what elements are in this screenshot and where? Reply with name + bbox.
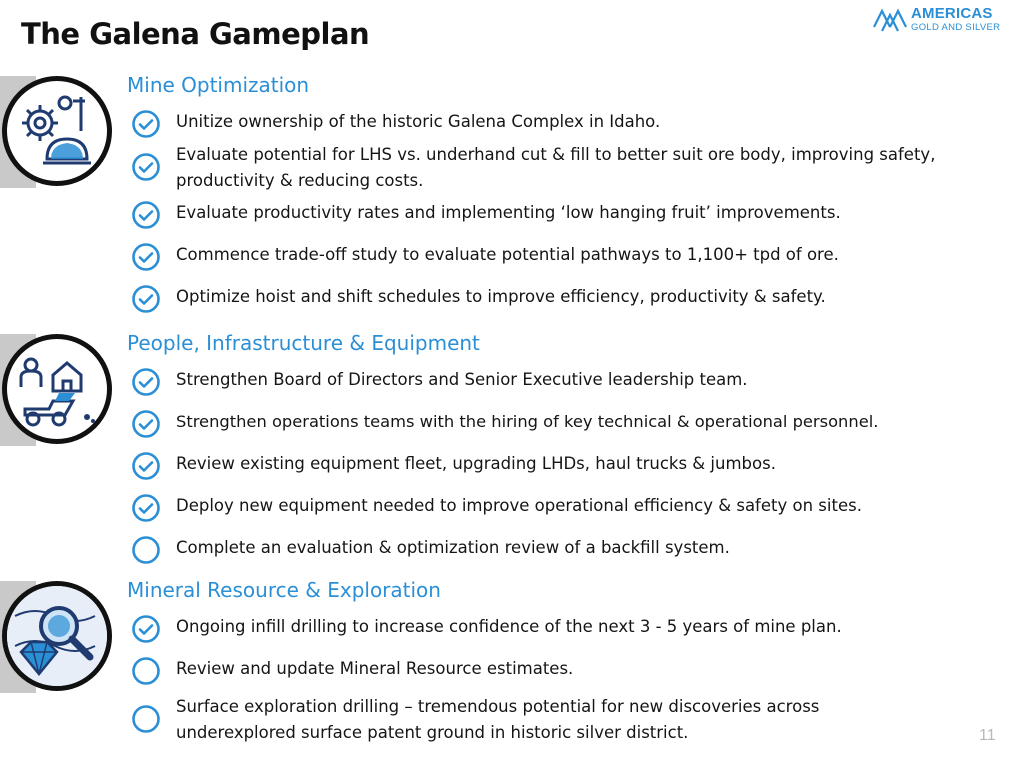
section-heading: Mineral Resource & Exploration [127, 578, 441, 602]
section-heading: Mine Optimization [127, 73, 310, 97]
item-text: Complete an evaluation & optimization review of a backfill system. [176, 538, 730, 557]
check-circle-icon [131, 614, 161, 644]
item-text: Evaluate productivity rates and implementing ‘low hanging fruit’ improvements. [176, 203, 841, 222]
item-text: Ongoing infill drilling to increase confidence of the next 3 - 5 years of mine plan. [176, 617, 842, 636]
check-circle-icon [131, 152, 161, 182]
check-circle-icon [131, 284, 161, 314]
check-circle-icon [131, 367, 161, 397]
page-title: The Galena Gameplan [21, 17, 370, 51]
check-circle-icon [131, 109, 161, 139]
item-text: Optimize hoist and shift schedules to improve efficiency, productivity & safety. [176, 287, 826, 306]
check-circle-icon [131, 242, 161, 272]
section-heading: People, Infrastructure & Equipment [127, 331, 480, 355]
logo-mark-icon [872, 5, 908, 35]
item-text: Review and update Mineral Resource estimates. [176, 659, 574, 678]
check-circle-icon [131, 493, 161, 523]
check-circle-icon [131, 409, 161, 439]
item-text: Evaluate potential for LHS vs. underhand cut & fill to better suit ore body, improving safety, productivity & reducing costs. [176, 145, 936, 190]
check-circle-icon [131, 451, 161, 481]
check-circle-icon [131, 200, 161, 230]
magnifier-crystal-map-icon [7, 586, 107, 686]
item-text: Unitize ownership of the historic Galena Complex in Idaho. [176, 112, 661, 131]
item-text: Commence trade-off study to evaluate potential pathways to 1,100+ tpd of ore. [176, 245, 839, 264]
logo-line2: GOLD AND SILVER [911, 22, 1001, 33]
empty-circle-icon [131, 656, 161, 686]
company-logo [872, 5, 1012, 35]
mineral-resource-badge [2, 581, 112, 691]
item-text: Surface exploration drilling – tremendous potential for new discoveries across underexplored surface patent ground in historic silver district. [176, 697, 820, 742]
item-text: Deploy new equipment needed to improve operational efficiency & safety on sites. [176, 496, 862, 515]
item-text: Strengthen operations teams with the hiring of key technical & operational personnel. [176, 412, 879, 431]
item-text: Review existing equipment fleet, upgrading LHDs, haul trucks & jumbos. [176, 454, 776, 473]
gear-helmet-hammer-icon [7, 81, 107, 181]
logo-line1: AMERICAS [911, 5, 993, 22]
people-infrastructure-badge [2, 334, 112, 444]
mine-optimization-badge [2, 76, 112, 186]
empty-circle-icon [131, 535, 161, 565]
empty-circle-icon [131, 704, 161, 734]
item-text: Strengthen Board of Directors and Senior Executive leadership team. [176, 370, 748, 389]
worker-house-truck-icon [7, 339, 107, 439]
page-number: 11 [979, 727, 996, 744]
